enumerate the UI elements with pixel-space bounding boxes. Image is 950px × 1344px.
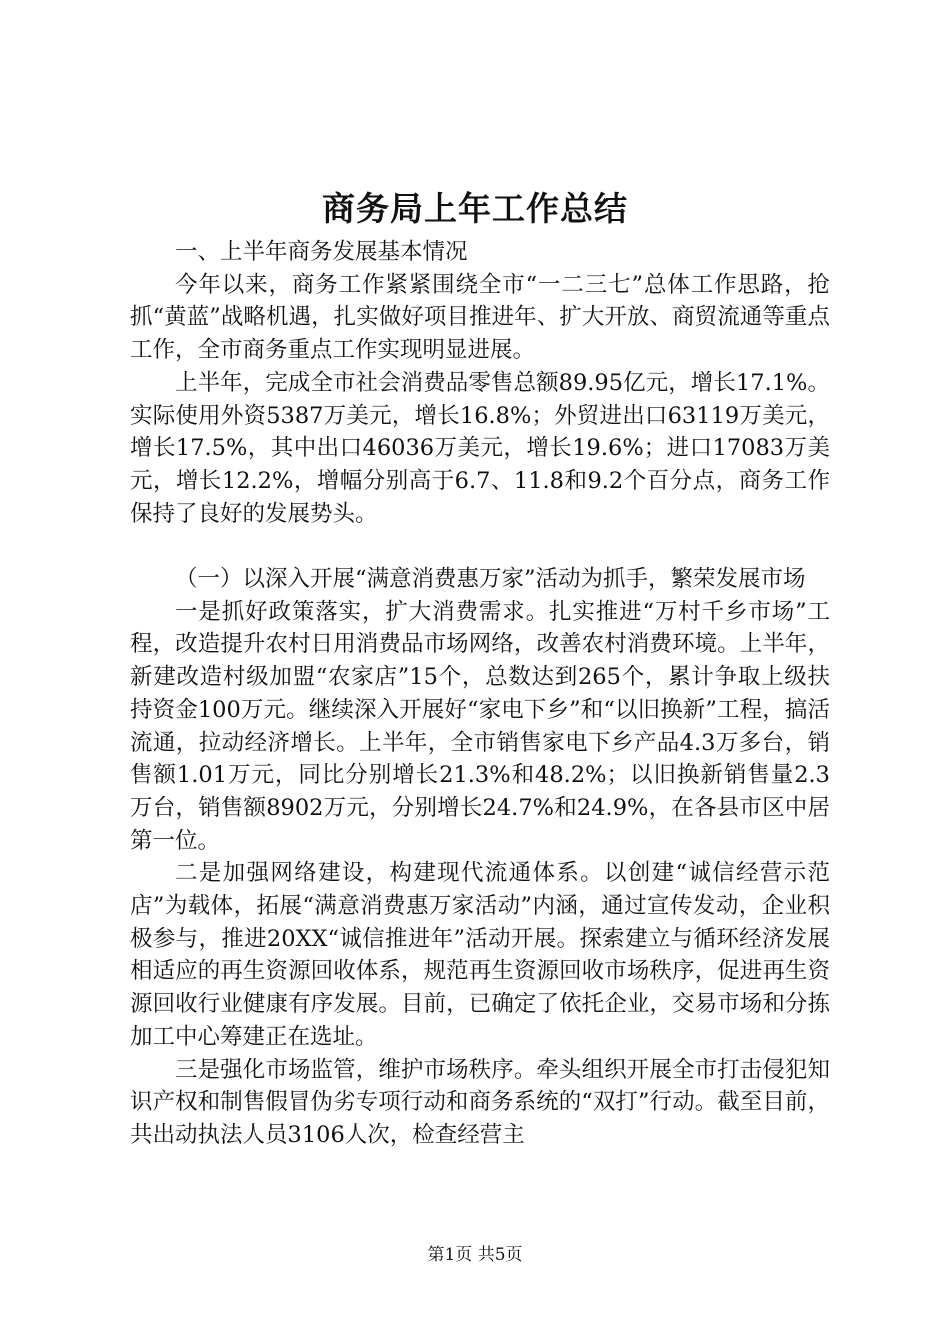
paragraph-intro: 今年以来，商务工作紧紧围绕全市“一二三七”总体工作思路，抢抓“黄蓝”战略机遇，扎实做好项目推进年、扩大开放、商贸流通等重点工作，全市商务重点工作实现明显进展。 bbox=[130, 271, 830, 364]
paragraph-item-2: 二是加强网络建设，构建现代流通体系。以创建“诚信经营示范店”为载体，拓展“满意消费惠万家活动”内涵，通过宣传发动，企业积极参与，推进20XX“诚信推进年”活动开展。探索建立与循环经济发展相适应的再生资源回收体系，规范再生资源回收市场秩序，促进再生资源回收行业健康有序发展。目前，已确定了依托企业，交易市场和分拣加工中心筹建正在选址。 bbox=[130, 860, 830, 1050]
document-body bbox=[130, 236, 830, 1152]
paragraph-item-3: 三是强化市场监管，维护市场秩序。牵头组织开展全市打击侵犯知识产权和制售假冒伪劣专项行动和商务系统的“双打”行动。截至目前，共出动执法人员3106人次，检查经营主 bbox=[130, 1056, 830, 1148]
paragraph-item-1: 一是抓好政策落实，扩大消费需求。扎实推进“万村千乡市场”工程，改造提升农村日用消费品市场网络，改善农村消费环境。上半年，新建改造村级加盟“农家店”15个，总数达到265个，累计争取上级扶持资金100万元。继续深入开展好“家电下乡”和“以旧换新”工程，搞活流通，拉动经济增长。上半年，全市销售家电下乡产品4.3万多台，销售额1.01万元，同比分别增长21.3%和48.2%；以旧换新销售量2.3万台，销售额8902万元，分别增长24.7%和24.9%，在各县市区中居第一位。 bbox=[130, 598, 830, 854]
subsection-heading: （一）以深入开展“满意消费惠万家”活动为抓手，繁荣发展市场 bbox=[175, 566, 806, 593]
document-title: 商务局上年工作总结 bbox=[322, 189, 628, 228]
paragraph-statistics: 上半年，完成全市社会消费品零售总额89.95亿元，增长17.1%。实际使用外资5387万美元，增长16.8%；外贸进出口63119万美元，增长17.5%，其中出口46036万美元，增长19.6%；进口17083万美元，增长12.2%，增幅分别高于6.7、11.8和9.2个百分点，商务工作保持了良好的发展势头。 bbox=[130, 369, 830, 527]
section-heading: 一、上半年商务发展基本情况 bbox=[175, 239, 468, 265]
page-footer: 第1页 共5页 bbox=[427, 1245, 523, 1265]
